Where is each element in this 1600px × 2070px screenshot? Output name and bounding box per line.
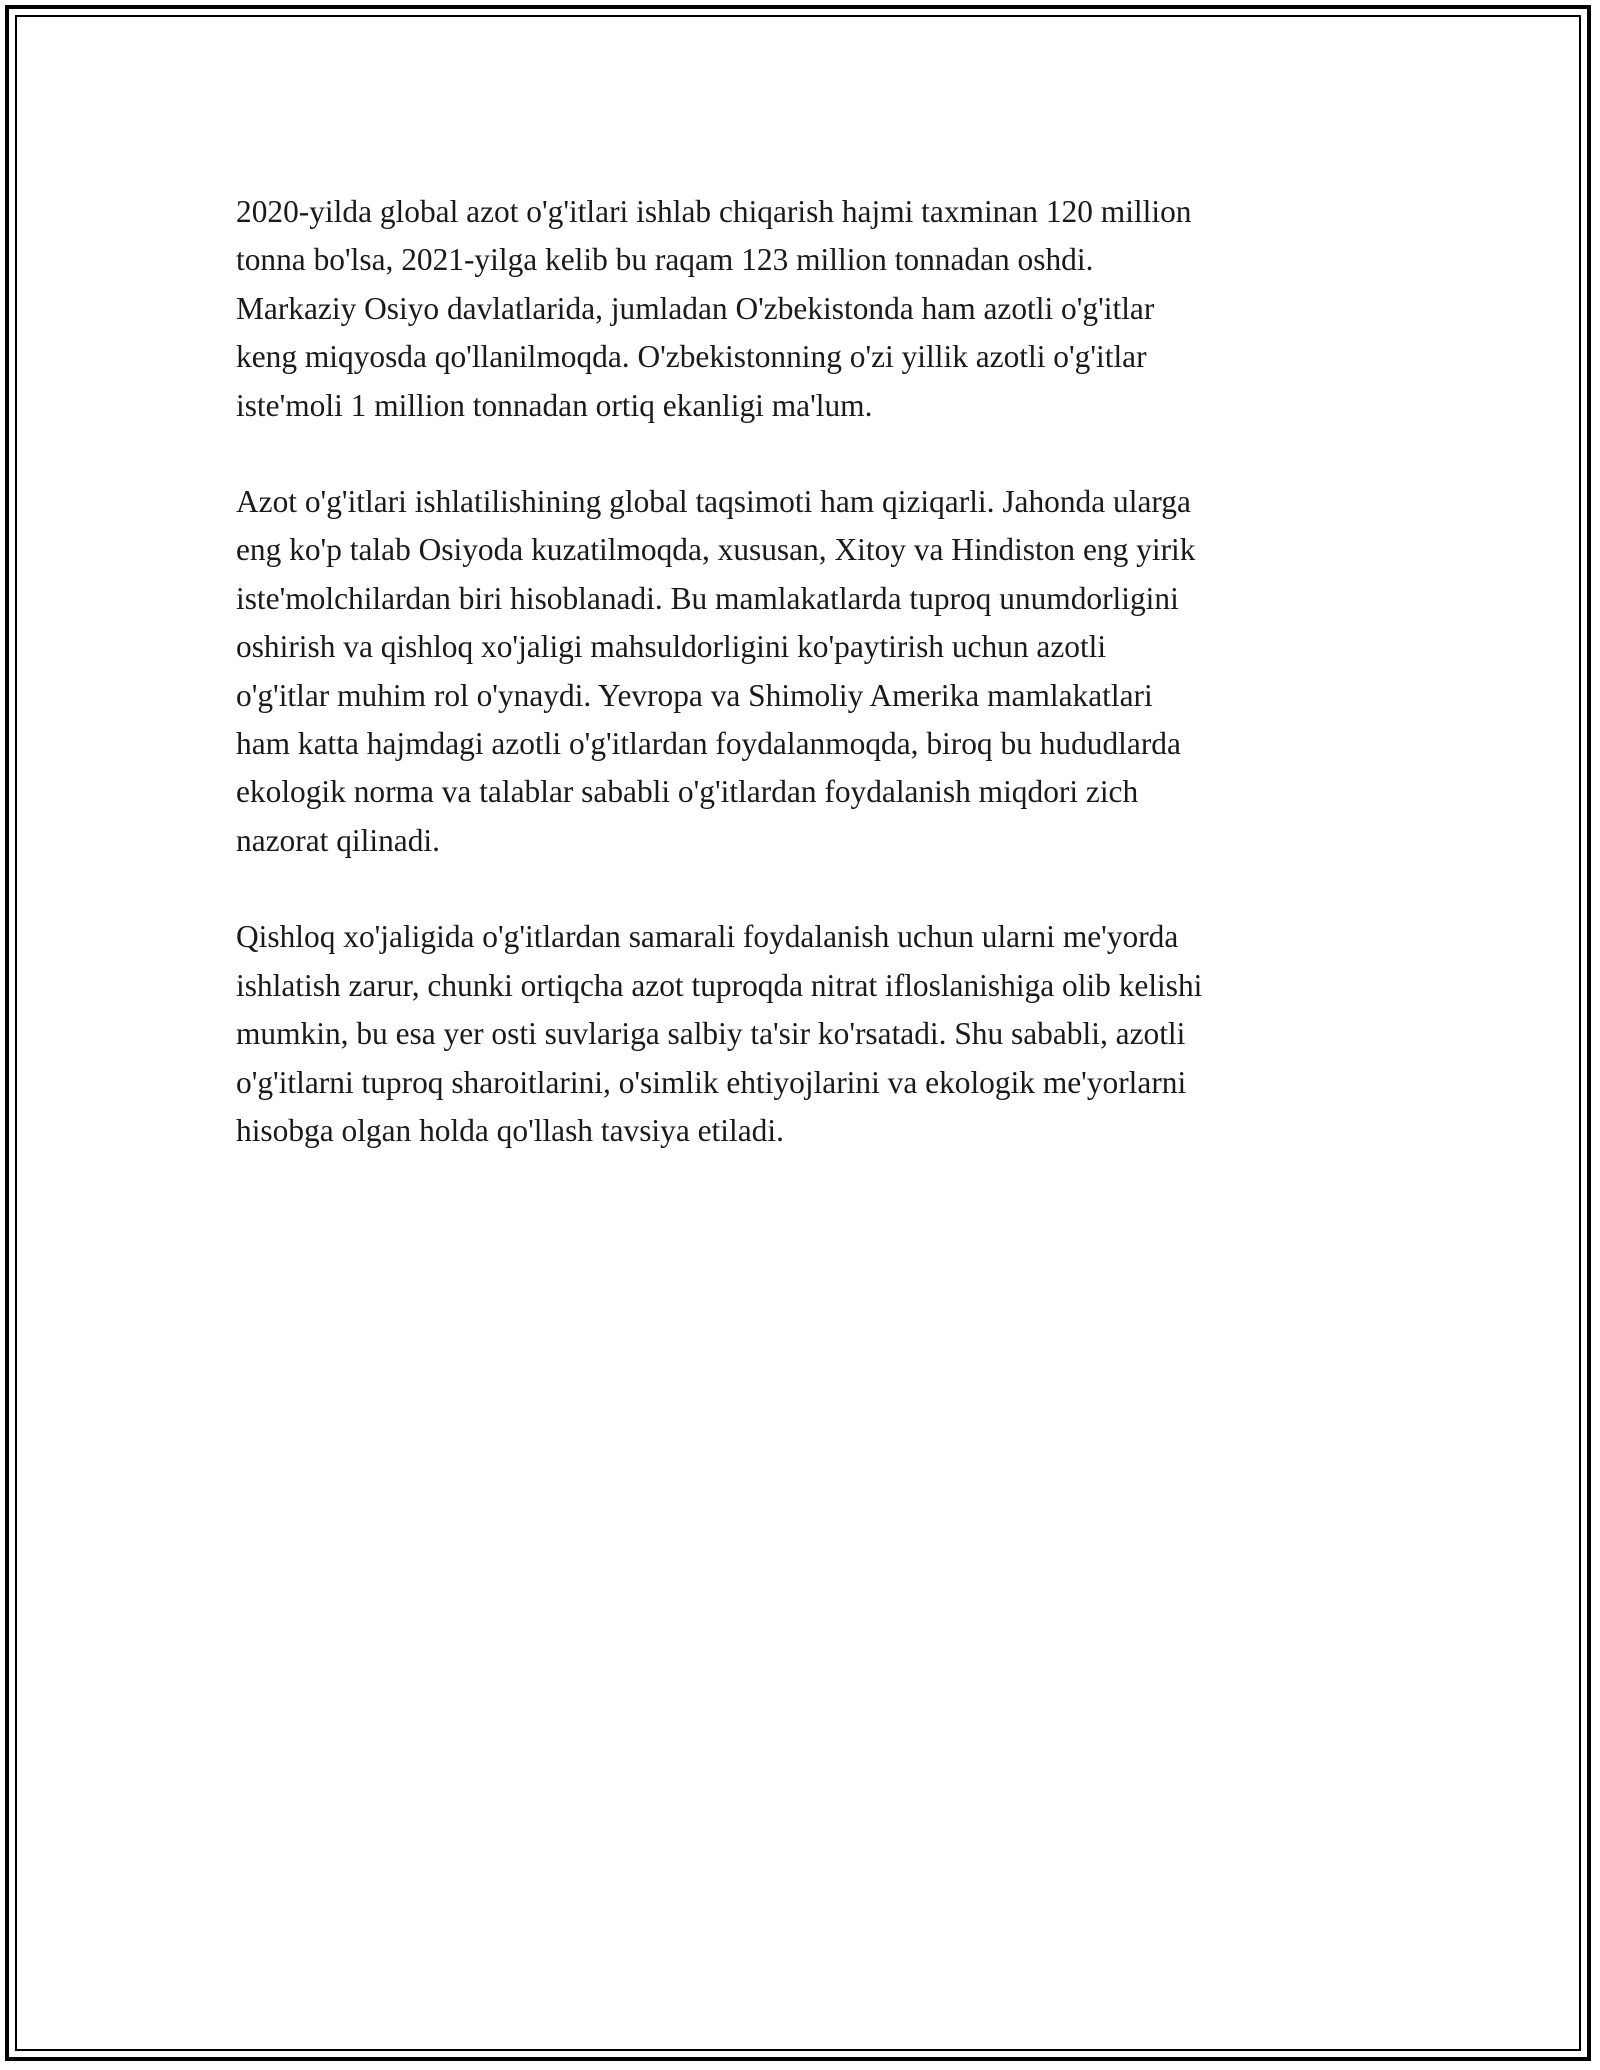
paragraph-fertilizer-production bbox=[236, 188, 1386, 430]
text-line: nazorat qilinadi. bbox=[236, 822, 440, 858]
text-line: eng ko'p talab Osiyoda kuzatilmoqda, xususan, Xitoy va Hindiston eng yirik bbox=[236, 532, 1196, 568]
text-line: Markaziy Osiyo davlatlarida, jumladan O'zbekistonda ham azotli o'g'itlar bbox=[236, 290, 1155, 326]
text-line: ham katta hajmdagi azotli o'g'itlardan foydalanmoqda, biroq bu hududlarda bbox=[236, 726, 1181, 762]
text-line: o'g'itlar muhim rol o'ynaydi. Yevropa va Shimoliy Amerika mamlakatlari bbox=[236, 677, 1153, 713]
text-line: 2020-yilda global azot o'g'itlari ishlab chiqarish hajmi taxminan 120 million bbox=[236, 194, 1192, 229]
text-line: iste'molchilardan biri hisoblanadi. Bu mamlakatlarda tuproq unumdorligini bbox=[236, 580, 1179, 616]
text-line: ishlatish zarur, chunki ortiqcha azot tuproqda nitrat ifloslanishiga olib kelishi bbox=[236, 967, 1203, 1003]
text-line: iste'moli 1 million tonnadan ortiq ekanligi ma'lum. bbox=[236, 387, 873, 423]
text-line: Azot o'g'itlari ishlatilishining global taqsimoti ham qiziqarli. Jahonda ularga bbox=[236, 484, 1191, 520]
text-line: mumkin, bu esa yer osti suvlariga salbiy ta'sir ko'rsatadi. Shu sababli, azotli bbox=[236, 1016, 1186, 1052]
text-line: hisobga olgan holda qo'llash tavsiya etiladi. bbox=[236, 1112, 784, 1148]
text-line: Qishloq xo'jaligida o'g'itlardan samarali foydalanish uchun ularni me'yorda bbox=[236, 919, 1179, 955]
text-line: o'g'itlarni tuproq sharoitlarini, o'simlik ehtiyojlarini va ekologik me'yorlarni bbox=[236, 1064, 1187, 1100]
text-line: tonna bo'lsa, 2021-yilga kelib bu raqam 123 million tonnadan oshdi. bbox=[236, 242, 1094, 278]
paragraph-global-distribution bbox=[236, 478, 1386, 865]
text-line: ekologik norma va talablar sababli o'g'itlardan foydalanish miqdori zich bbox=[236, 774, 1139, 810]
paragraph-efficient-use bbox=[236, 913, 1386, 1155]
text-line: keng miqyosda qo'llanilmoqda. O'zbekistonning o'zi yillik azotli o'g'itlar bbox=[236, 339, 1147, 375]
document-body bbox=[236, 188, 1386, 1203]
text-line: oshirish va qishloq xo'jaligi mahsuldorligini ko'paytirish uchun azotli bbox=[236, 629, 1107, 665]
